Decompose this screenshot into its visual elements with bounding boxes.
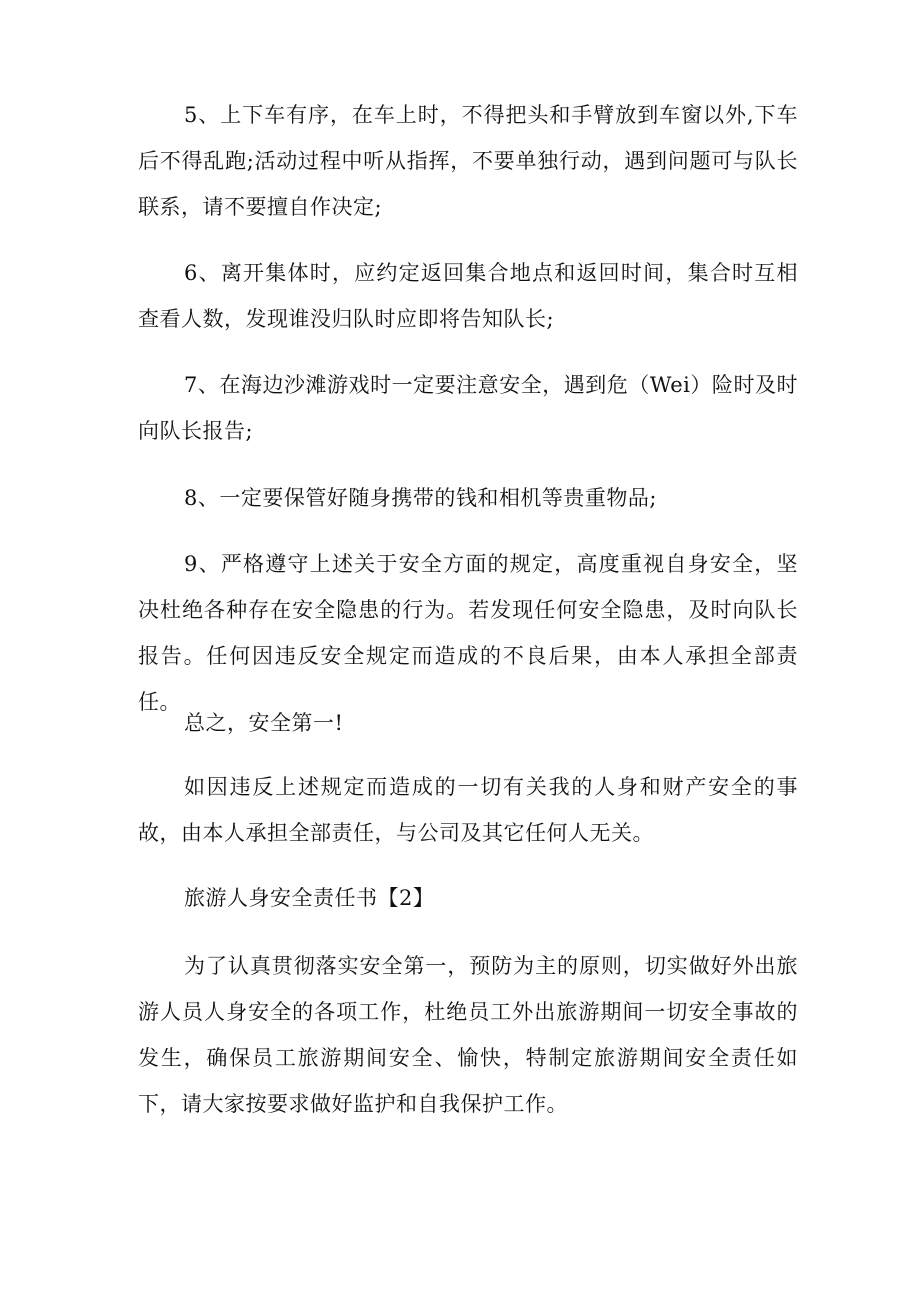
paragraph-liability: 如因违反上述规定而造成的一切有关我的人身和财产安全的事故，由本人承担全部责任，与公司及其它任何人无关。 — [138, 775, 798, 845]
paragraph-rule-7: 7、在海边沙滩游戏时一定要注意安全，遇到危（Wei）险时及时向队长报告; — [138, 373, 798, 443]
paragraph-intro-2: 为了认真贯彻落实安全第一，预防为主的原则，切实做好外出旅游人员人身安全的各项工作，杜绝员工外出旅游期间一切安全事故的发生，确保员工旅游期间安全、愉快，特制定旅游期间安全责任如下，请大家按要求做好监护和自我保护工作。 — [138, 954, 798, 1116]
paragraph-rule-5: 5、上下车有序，在车上时，不得把头和手臂放到车窗以外,下车后不得乱跑;活动过程中听从指挥，不要单独行动，遇到问题可与队长联系，请不要擅自作决定; — [138, 103, 798, 219]
paragraph-rule-6: 6、离开集体时，应约定返回集合地点和返回时间，集合时互相查看人数，发现谁没归队时应即将告知队长; — [138, 261, 798, 331]
paragraph-rule-9: 9、严格遵守上述关于安全方面的规定，高度重视自身安全，坚决杜绝各种存在安全隐患的行为。若发现任何安全隐患，及时向队长报告。任何因违反安全规定而造成的不良后果，由本人承担全部责任。 — [138, 552, 798, 714]
paragraph-summary: 总之，安全第一! — [184, 711, 344, 735]
paragraph-rule-8: 8、一定要保管好随身携带的钱和相机等贵重物品; — [184, 486, 657, 510]
section-heading: 旅游人身安全责任书【2】 — [184, 886, 435, 910]
